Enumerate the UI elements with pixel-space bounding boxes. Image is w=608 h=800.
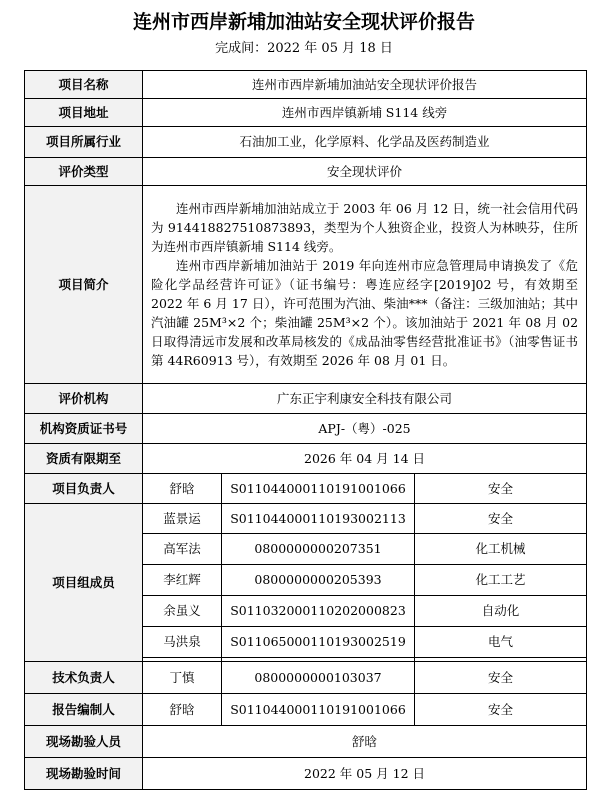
value-industry: 石油加工业，化学原料、化学品及医药制造业 [143, 127, 587, 158]
member-cert: 0800000000205393 [222, 565, 415, 596]
row-agency [25, 384, 587, 414]
value-intro [143, 186, 587, 384]
row-cert-no [25, 414, 587, 444]
row-compiler [25, 694, 587, 726]
member-name: 余虽义 [143, 596, 222, 627]
value-cert-no: APJ-（粤）-025 [143, 414, 587, 444]
member-specialty: 化工工艺 [415, 565, 587, 596]
member-cert: S011032000110202000823 [222, 596, 415, 627]
label-industry: 项目所属行业 [25, 127, 143, 158]
report-title: 连州市西岸新埔加油站安全现状评价报告 [132, 11, 475, 33]
member-specialty: 化工机械 [415, 534, 587, 565]
report-info-table [24, 70, 587, 790]
member-specialty: 电气 [415, 627, 587, 658]
member-name: 蓝景运 [143, 504, 222, 534]
table-row [25, 504, 587, 534]
label-cert-no: 机构资质证书号 [25, 414, 143, 444]
row-tech-lead [25, 662, 587, 694]
label-compiler: 报告编制人 [25, 694, 143, 726]
member-name: 李红辉 [143, 565, 222, 596]
value-agency: 广东正宇利康安全科技有限公司 [143, 384, 587, 414]
member-name: 高军法 [143, 534, 222, 565]
row-leader [25, 474, 587, 504]
label-members: 项目组成员 [25, 504, 143, 662]
tech-lead-cert: 0800000000103037 [222, 662, 415, 694]
label-tech-lead: 技术负责人 [25, 662, 143, 694]
tech-lead-specialty: 安全 [415, 662, 587, 694]
compiler-cert: S011044000110191001066 [222, 694, 415, 726]
leader-name: 舒晗 [143, 474, 222, 504]
member-cert: S011044000110193002113 [222, 504, 415, 534]
row-site-time [25, 758, 587, 790]
value-project-address: 连州市西岸镇新埔 S114 线旁 [143, 99, 587, 127]
row-industry [25, 127, 587, 158]
row-eval-type [25, 158, 587, 186]
value-eval-type: 安全现状评价 [143, 158, 587, 186]
label-site-staff: 现场勘验人员 [25, 726, 143, 758]
leader-specialty: 安全 [415, 474, 587, 504]
label-site-time: 现场勘验时间 [25, 758, 143, 790]
label-eval-type: 评价类型 [25, 158, 143, 186]
row-intro [25, 186, 587, 384]
label-project-name: 项目名称 [25, 71, 143, 99]
member-name: 马洪泉 [143, 627, 222, 658]
value-validity: 2026 年 04 月 14 日 [143, 444, 587, 474]
completion-date: 完成间：2022 年 05 月 18 日 [215, 41, 393, 56]
row-validity [25, 444, 587, 474]
label-agency: 评价机构 [25, 384, 143, 414]
compiler-specialty: 安全 [415, 694, 587, 726]
member-specialty: 安全 [415, 504, 587, 534]
row-project-name [25, 71, 587, 99]
member-cert: S011065000110193002519 [222, 627, 415, 658]
leader-cert: S011044000110191001066 [222, 474, 415, 504]
label-leader: 项目负责人 [25, 474, 143, 504]
label-intro: 项目简介 [25, 186, 143, 384]
tech-lead-name: 丁慎 [143, 662, 222, 694]
member-specialty: 自动化 [415, 596, 587, 627]
intro-paragraph-2: 连州市西岸新埔加油站于 2019 年向连州市应急管理局申请换发了《危险化学品经营许可证》（证书编号：粤连应经字[2019]02 号，有效期至 2022 年 6 月 17 日），许可范围为汽油、柴油***（备注：三级加油站；其中汽油罐 25M³×2 个；柴油罐 25M³×2 个）。该加油站于 2021 年 08 月 02 日取得清远市发展和改革局核发的《成品油零售经营批准证书》（油零售证书第 44R60913 号），有效期至 2026 年 08 月 01 日。 [151, 258, 579, 368]
row-project-address [25, 99, 587, 127]
value-project-name: 连州市西岸新埔加油站安全现状评价报告 [143, 71, 587, 99]
compiler-name: 舒晗 [143, 694, 222, 726]
label-project-address: 项目地址 [25, 99, 143, 127]
row-site-staff [25, 726, 587, 758]
value-site-time: 2022 年 05 月 12 日 [143, 758, 587, 790]
label-validity: 资质有限期至 [25, 444, 143, 474]
member-cert: 0800000000207351 [222, 534, 415, 565]
intro-paragraph-1: 连州市西岸新埔加油站成立于 2003 年 06 月 12 日，统一社会信用代码为 914418827510873893，类型为个人独资企业，投资人为林映芬，住所为连州市西岸镇新埔 S114 线旁。 [151, 201, 579, 254]
value-site-staff: 舒晗 [143, 726, 587, 758]
